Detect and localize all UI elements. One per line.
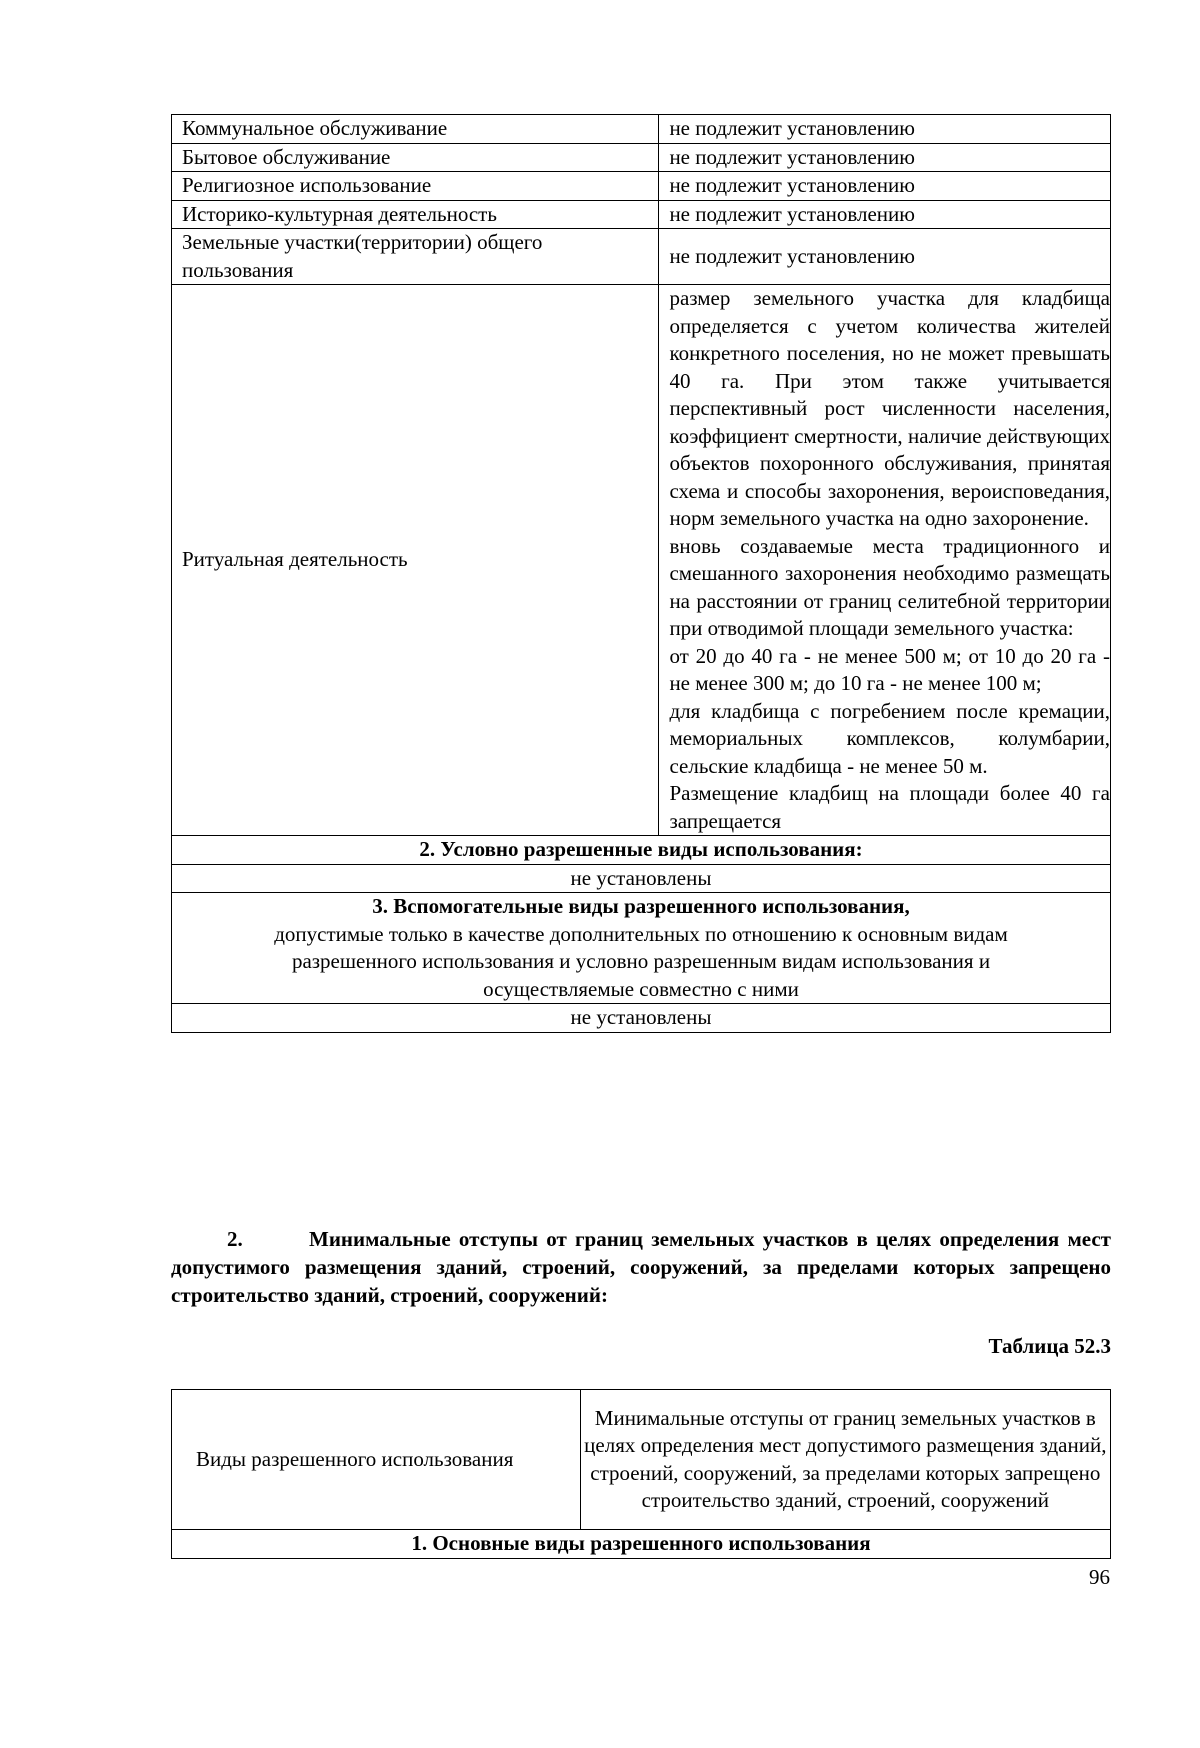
table-row	[172, 143, 1111, 172]
auxiliary-uses-value: не установлены	[172, 1004, 1111, 1033]
table-caption: Таблица 52.3	[988, 1334, 1111, 1358]
table-row-section-heading	[172, 836, 1111, 865]
ritual-param-paragraph: вновь создаваемые места традиционного и смешанного захоронения необходимо размещать на расстоянии от границ селитебной территории при отводимой площади земельного участка:	[669, 533, 1110, 640]
table-row	[172, 229, 1111, 285]
auxiliary-uses-heading: 3. Вспомогательные виды разрешенного использования,	[372, 894, 910, 918]
table-row-section-heading	[172, 1530, 1111, 1559]
header-cell-setbacks: Минимальные отступы от границ земельных участков в целях определения мест допустимого размещения зданий, строений, сооружений, за пределами которых запрещено строительство зданий, строений, сооружений	[580, 1390, 1110, 1530]
table-row	[172, 115, 1111, 144]
table-row	[172, 1004, 1111, 1033]
conditional-uses-heading: 2. Условно разрешенные виды использования:	[172, 836, 1111, 865]
section-heading	[171, 1225, 1111, 1309]
section-heading-text: Минимальные отступы от границ земельных участков в целях определения мест допустимого размещения зданий, строений, сооружений, за пределами которых запрещено строительство зданий, строений, сооружений:	[171, 1227, 1111, 1307]
table-row-ritual	[172, 285, 1111, 836]
use-type-cell: Ритуальная деятельность	[172, 285, 659, 836]
param-cell: не подлежит установлению	[659, 229, 1111, 285]
table-row	[172, 200, 1111, 229]
param-cell: не подлежит установлению	[659, 172, 1111, 201]
auxiliary-uses-description: допустимые только в качестве дополнительных по отношению к основным видам разрешенного использования и условно разрешенным видам использования и осуществляемые совместно с ними	[274, 921, 1008, 1001]
ritual-param-paragraph: от 20 до 40 га - не менее 500 м; от 10 до 20 га - не менее 300 м; до 10 га - не менее 100 м;	[669, 643, 1110, 695]
auxiliary-uses-cell	[172, 893, 1111, 1004]
permitted-uses-table	[171, 114, 1111, 1033]
conditional-uses-value: не установлены	[172, 864, 1111, 893]
param-cell: не подлежит установлению	[659, 115, 1111, 144]
ritual-param-paragraph: Размещение кладбищ на площади более 40 га запрещается	[669, 781, 1110, 833]
table-row	[172, 864, 1111, 893]
header-cell-use-types: Виды разрешенного использования	[172, 1390, 581, 1530]
table-header-row	[172, 1390, 1111, 1530]
ritual-param-paragraph: размер земельного участка для кладбища определяется с учетом количества жителей конкретного поселения, но не может превышать 40 га. При этом также учитывается перспективный рост численности населения, коэффициент смертности, наличие действующих объектов похоронного обслуживания, принятая схема и способы захоронения, вероисповедания, норм земельного участка на одно захоронение.	[669, 286, 1110, 530]
use-type-cell: Коммунальное обслуживание	[172, 115, 659, 144]
table-row-section-heading	[172, 893, 1111, 1004]
ritual-param-paragraph: для кладбища с погребением после кремации, мемориальных комплексов, колумбарии, сельские кладбища - не менее 50 м.	[669, 698, 1110, 778]
main-uses-heading: 1. Основные виды разрешенного использования	[172, 1530, 1111, 1559]
param-cell: не подлежит установлению	[659, 200, 1111, 229]
use-type-cell: Земельные участки(территории) общего пользования	[172, 229, 659, 285]
use-type-cell: Историко-культурная деятельность	[172, 200, 659, 229]
param-cell: не подлежит установлению	[659, 143, 1111, 172]
use-type-cell: Религиозное использование	[172, 172, 659, 201]
ritual-params-cell	[659, 285, 1111, 836]
setbacks-table	[171, 1389, 1111, 1559]
page-number: 96	[1089, 1565, 1110, 1589]
use-type-cell: Бытовое обслуживание	[172, 143, 659, 172]
section-number: 2.	[227, 1227, 243, 1251]
table-row	[172, 172, 1111, 201]
